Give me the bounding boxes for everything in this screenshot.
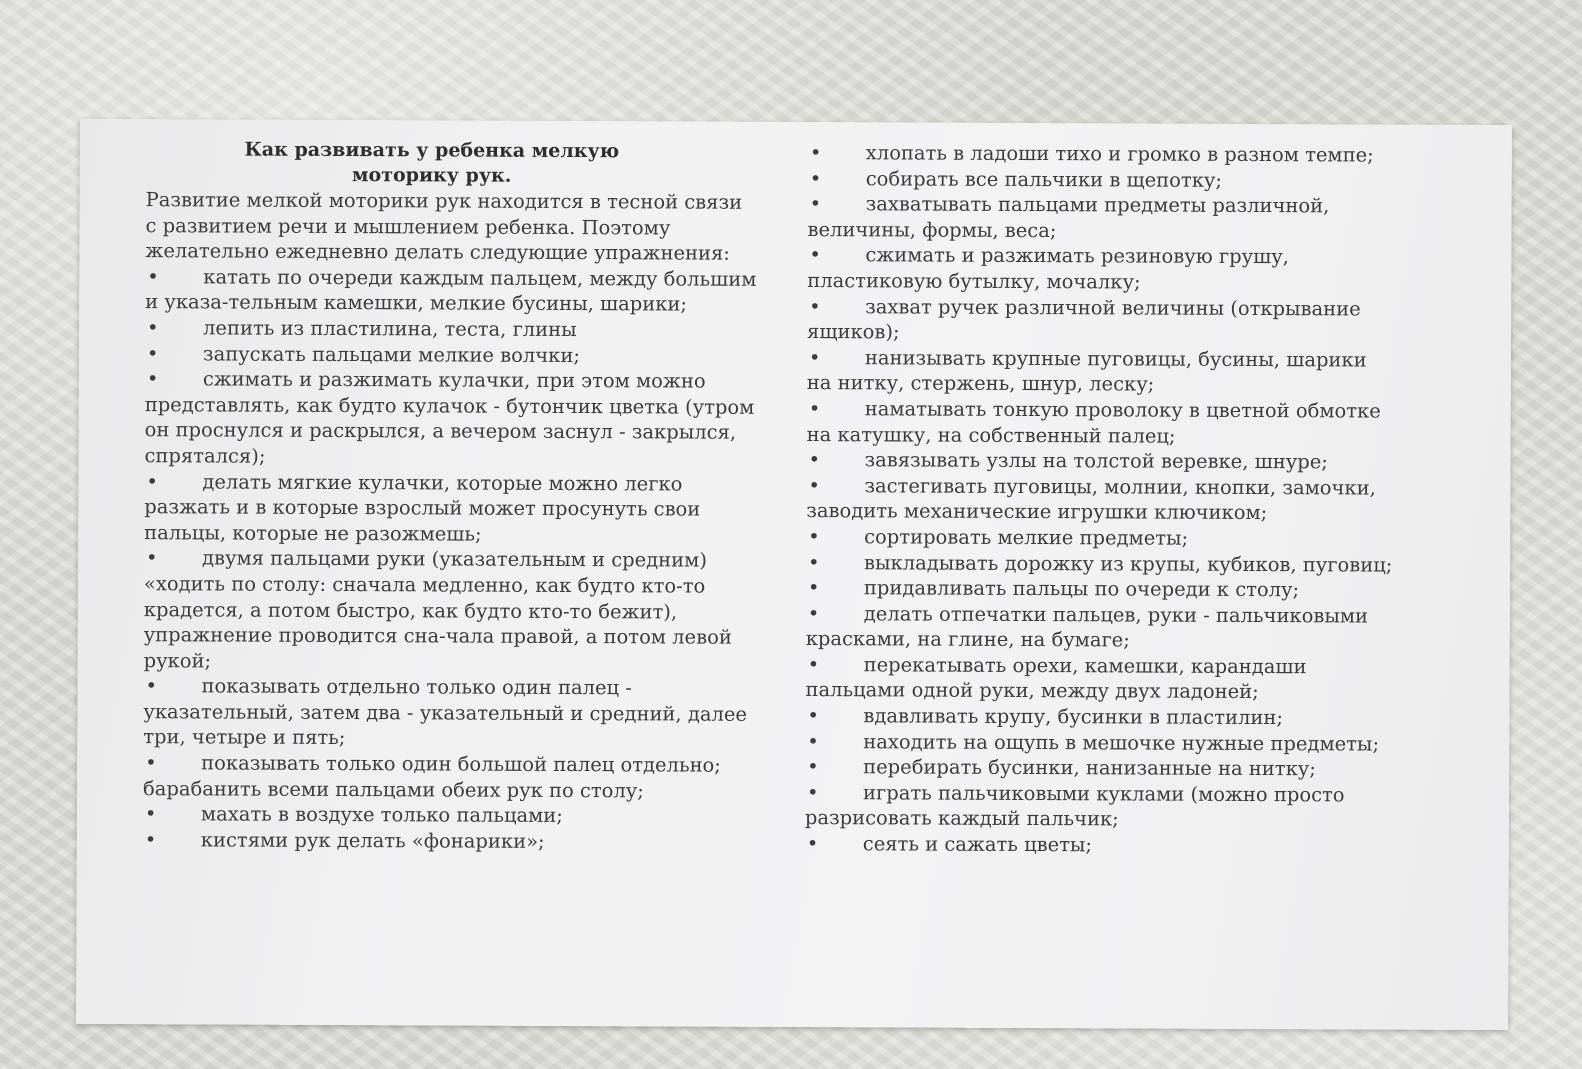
list-item-text: перебирать бусинки, нанизанные на нитку;: [863, 755, 1316, 781]
bullet-icon: •: [145, 674, 158, 698]
list-item-text: двумя пальцами руки (указательным и средним) «ходить по столу: сначала медленно, как будто кто-то крадется, а потом быстро, как будто кто-то бежит), упражнение проводится сна-чала правой, а потом левой рукой;: [143, 546, 732, 673]
list-item-text: хлопать в ладоши тихо и громко в разном темпе;: [865, 141, 1374, 167]
list-item-text: находить на ощупь в мешочке нужные предметы;: [863, 729, 1380, 756]
list-item: [805, 831, 1395, 859]
title-line-2: моторику рук.: [352, 164, 512, 187]
list-item-text: перекатывать орехи, камешки, карандаши пальцами одной руки, между двух ладоней;: [805, 653, 1307, 704]
list-item: [144, 366, 756, 471]
list-item: [808, 166, 1398, 194]
list-item: [806, 447, 1396, 475]
list-item-text: нанизывать крупные пуговицы, бусины, шарики на нитку, стержень, шнур, леску;: [806, 346, 1367, 396]
list-item-text: захват ручек различной величины (открывание ящиков);: [807, 294, 1361, 344]
bullet-icon: •: [807, 652, 820, 676]
list-item-text: застегивать пуговицы, молнии, кнопки, замочки, заводить механические игрушки ключиком;: [806, 474, 1376, 525]
bullet-icon: •: [808, 473, 820, 497]
bullet-icon: •: [146, 341, 159, 365]
title-line-1: Как развивать у ребенка мелкую: [244, 138, 620, 163]
left-exercise-list: [143, 264, 758, 855]
bullet-icon: •: [145, 751, 157, 775]
bullet-icon: •: [809, 166, 822, 190]
list-item-text: кистями рук делать «фонарики»;: [200, 828, 545, 853]
bullet-icon: •: [806, 832, 819, 856]
list-item-text: показывать отдельно только один палец - указательный, затем два - указательный и средний, далее три, четыре и пять;: [143, 674, 748, 750]
list-item-text: лепить из пластилина, теста, глины: [203, 316, 577, 342]
list-item-text: захватывать пальцами предметы различной, величины, формы, веса;: [807, 192, 1330, 242]
bullet-icon: •: [809, 141, 822, 165]
bullet-icon: •: [809, 192, 822, 216]
bullet-icon: •: [147, 264, 159, 289]
list-item-text: завязывать узлы на толстой веревке, шнуре;: [864, 448, 1328, 474]
list-item: [807, 396, 1397, 450]
bullet-icon: •: [807, 729, 819, 753]
bullet-icon: •: [807, 704, 819, 728]
list-item-text: катать по очереди каждым пальцем, между большим и указа-тельным камешки, мелкие бусины, шарики;: [145, 265, 757, 316]
bullet-icon: •: [146, 367, 159, 391]
list-item: [145, 341, 757, 369]
list-item-text: махать в воздухе только пальцами;: [200, 802, 563, 828]
list-item: [806, 524, 1396, 552]
list-item: [806, 575, 1396, 603]
list-item: [807, 294, 1397, 348]
list-item-text: собирать все пальчики в щепотку;: [865, 166, 1223, 192]
bullet-icon: •: [146, 469, 158, 493]
list-item: [805, 780, 1395, 834]
list-item: [805, 729, 1395, 757]
list-item-text: запускать пальцами мелкие волчки;: [202, 341, 581, 367]
list-item-text: делать мягкие кулачки, которые можно легко разжать и в которые взрослый может просунуть свои пальцы, которые не разожмешь;: [144, 469, 701, 546]
bullet-icon: •: [144, 802, 157, 826]
list-item-text: сеять и сажать цветы;: [862, 832, 1093, 857]
bullet-icon: •: [808, 345, 821, 369]
list-item: [807, 242, 1397, 296]
bullet-icon: •: [807, 601, 820, 625]
list-item: [805, 754, 1395, 782]
list-item-text: придавливать пальцы по очереди к столу;: [863, 576, 1300, 602]
list-item: [807, 191, 1397, 245]
list-item: [806, 473, 1396, 527]
list-item: [806, 601, 1396, 655]
list-item-text: играть пальчиковыми куклами (можно просто разрисовать каждый пальчик;: [804, 781, 1345, 831]
list-item-text: наматывать тонкую проволоку в цветной обмотке на катушку, на собственный палец;: [806, 397, 1381, 448]
list-item: [805, 652, 1395, 706]
list-item: [806, 550, 1396, 578]
list-item: [808, 140, 1398, 168]
bullet-icon: •: [809, 294, 821, 318]
bullet-icon: •: [147, 316, 159, 340]
list-item: [145, 315, 757, 343]
intro-paragraph: Развитие мелкой моторики рук находится в тесной связи с развитием речи и мышлением ребенка. Поэтому желательно ежедневно делать следующие упражнения:: [145, 188, 743, 265]
list-item: [807, 345, 1397, 399]
paper-sheet: [76, 119, 1512, 1030]
list-item: [143, 673, 755, 752]
list-item-text: сортировать мелкие предметы;: [864, 525, 1189, 550]
list-item: [143, 827, 755, 855]
bullet-icon: •: [808, 397, 821, 421]
list-item: [805, 703, 1395, 731]
list-item-text: сжимать и разжимать кулачки, при этом можно представлять, как будто кулачок - бутончик цветка (утром он проснулся и раскрылся, а вечером заснул - закрылся, спрятался);: [144, 367, 755, 468]
list-item: [143, 750, 755, 804]
bullet-icon: •: [806, 780, 819, 804]
list-item-text: показывать только один большой палец отдельно; барабанить всеми пальцами обеих рук по столу;: [143, 751, 721, 803]
right-column: [805, 140, 1398, 859]
bullet-icon: •: [807, 755, 819, 779]
bullet-icon: •: [808, 524, 820, 549]
bullet-icon: •: [808, 448, 821, 472]
list-item: [144, 469, 756, 548]
list-item-text: вдавливать крупу, бусинки в пластилин;: [863, 704, 1283, 730]
bullet-icon: •: [807, 576, 820, 600]
list-item: [143, 801, 755, 829]
list-item-text: выкладывать дорожку из крупы, кубиков, пуговиц;: [864, 550, 1393, 577]
right-exercise-list: [805, 140, 1398, 859]
bullet-icon: •: [808, 550, 820, 574]
bullet-icon: •: [146, 546, 158, 570]
left-column: [143, 137, 758, 855]
bullet-icon: •: [144, 828, 157, 852]
document-title: [146, 137, 758, 190]
list-item: [144, 545, 757, 676]
list-item: [145, 264, 757, 318]
list-item-text: делать отпечатки пальцев, руки - пальчиковыми красками, на глине, на бумаге;: [805, 601, 1369, 652]
bullet-icon: •: [809, 243, 821, 267]
list-item-text: сжимать и разжимать резиновую грушу, пластиковую бутылку, мочалку;: [807, 243, 1289, 294]
